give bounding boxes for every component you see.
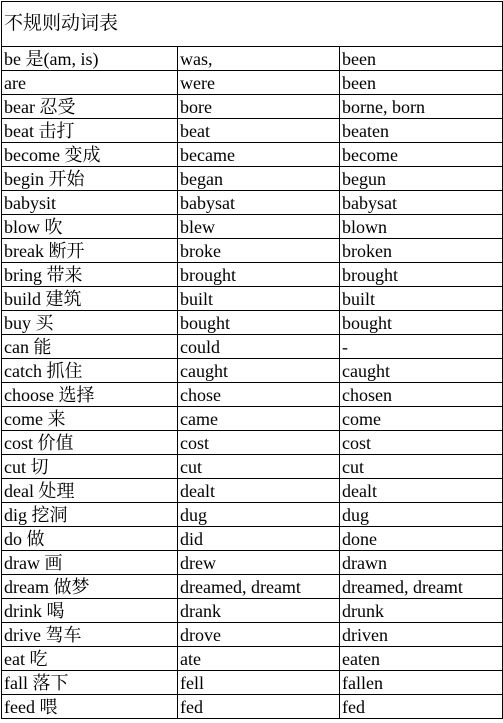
past-tense-cell: came — [178, 407, 340, 431]
base-form-cell: build 建筑 — [2, 287, 178, 311]
past-participle-cell: brought — [340, 263, 503, 287]
base-form-cell: break 断开 — [2, 239, 178, 263]
past-participle-cell: drunk — [340, 599, 503, 623]
base-form-cell: deal 处理 — [2, 479, 178, 503]
past-tense-cell: fell — [178, 671, 340, 695]
past-participle-cell: begun — [340, 167, 503, 191]
past-tense-cell: could — [178, 335, 340, 359]
past-participle-cell: become — [340, 143, 503, 167]
base-form-cell: choose 选择 — [2, 383, 178, 407]
past-tense-cell: drove — [178, 623, 340, 647]
table-row — [2, 335, 503, 359]
past-participle-cell: beaten — [340, 119, 503, 143]
past-participle-cell: cost — [340, 431, 503, 455]
table-row — [2, 239, 503, 263]
table-row — [2, 167, 503, 191]
base-form-cell: do 做 — [2, 527, 178, 551]
past-participle-cell: drawn — [340, 551, 503, 575]
base-form-cell: can 能 — [2, 335, 178, 359]
table-row — [2, 671, 503, 695]
past-tense-cell: bore — [178, 95, 340, 119]
past-tense-cell: ate — [178, 647, 340, 671]
past-tense-cell: drank — [178, 599, 340, 623]
table-row — [2, 191, 503, 215]
table-row — [2, 575, 503, 599]
past-tense-cell: were — [178, 71, 340, 95]
base-form-cell: eat 吃 — [2, 647, 178, 671]
past-participle-cell: fed — [340, 695, 503, 719]
past-tense-cell: beat — [178, 119, 340, 143]
past-participle-cell: cut — [340, 455, 503, 479]
past-tense-cell: bought — [178, 311, 340, 335]
table-row — [2, 527, 503, 551]
base-form-cell: beat 击打 — [2, 119, 178, 143]
base-form-cell: buy 买 — [2, 311, 178, 335]
past-participle-cell: been — [340, 47, 503, 71]
past-participle-cell: caught — [340, 359, 503, 383]
past-tense-cell: became — [178, 143, 340, 167]
past-tense-cell: cost — [178, 431, 340, 455]
table-row — [2, 95, 503, 119]
past-participle-cell: chosen — [340, 383, 503, 407]
past-participle-cell: - — [340, 335, 503, 359]
past-tense-cell: built — [178, 287, 340, 311]
table-row — [2, 503, 503, 527]
past-tense-cell: caught — [178, 359, 340, 383]
past-participle-cell: dug — [340, 503, 503, 527]
table-row — [2, 287, 503, 311]
base-form-cell: catch 抓住 — [2, 359, 178, 383]
table-row — [2, 143, 503, 167]
base-form-cell: are — [2, 71, 178, 95]
table-row — [2, 431, 503, 455]
base-form-cell: dig 挖洞 — [2, 503, 178, 527]
past-participle-cell: broken — [340, 239, 503, 263]
past-tense-cell: babysat — [178, 191, 340, 215]
verb-table-body — [2, 2, 503, 719]
base-form-cell: come 来 — [2, 407, 178, 431]
base-form-cell: drink 喝 — [2, 599, 178, 623]
past-tense-cell: cut — [178, 455, 340, 479]
past-participle-cell: babysat — [340, 191, 503, 215]
base-form-cell: feed 喂 — [2, 695, 178, 719]
table-row — [2, 407, 503, 431]
past-participle-cell: driven — [340, 623, 503, 647]
table-row — [2, 359, 503, 383]
table-title: 不规则动词表 — [2, 2, 503, 47]
table-row — [2, 623, 503, 647]
table-row — [2, 71, 503, 95]
base-form-cell: fall 落下 — [2, 671, 178, 695]
base-form-cell: blow 吹 — [2, 215, 178, 239]
base-form-cell: begin 开始 — [2, 167, 178, 191]
base-form-cell: bear 忍受 — [2, 95, 178, 119]
past-tense-cell: broke — [178, 239, 340, 263]
past-tense-cell: was, — [178, 47, 340, 71]
past-tense-cell: dealt — [178, 479, 340, 503]
base-form-cell: be 是(am, is) — [2, 47, 178, 71]
table-row — [2, 551, 503, 575]
past-participle-cell: dealt — [340, 479, 503, 503]
past-tense-cell: began — [178, 167, 340, 191]
base-form-cell: cut 切 — [2, 455, 178, 479]
past-participle-cell: blown — [340, 215, 503, 239]
base-form-cell: draw 画 — [2, 551, 178, 575]
past-tense-cell: blew — [178, 215, 340, 239]
base-form-cell: babysit — [2, 191, 178, 215]
past-participle-cell: bought — [340, 311, 503, 335]
past-participle-cell: fallen — [340, 671, 503, 695]
past-tense-cell: brought — [178, 263, 340, 287]
table-row — [2, 647, 503, 671]
title-row — [2, 2, 503, 47]
base-form-cell: cost 价值 — [2, 431, 178, 455]
table-row — [2, 599, 503, 623]
table-row — [2, 119, 503, 143]
base-form-cell: bring 带来 — [2, 263, 178, 287]
irregular-verb-table — [1, 1, 503, 719]
table-row — [2, 263, 503, 287]
past-participle-cell: come — [340, 407, 503, 431]
table-row — [2, 47, 503, 71]
table-row — [2, 479, 503, 503]
past-tense-cell: drew — [178, 551, 340, 575]
base-form-cell: dream 做梦 — [2, 575, 178, 599]
past-tense-cell: did — [178, 527, 340, 551]
past-tense-cell: dug — [178, 503, 340, 527]
past-participle-cell: built — [340, 287, 503, 311]
past-tense-cell: chose — [178, 383, 340, 407]
past-participle-cell: been — [340, 71, 503, 95]
past-participle-cell: eaten — [340, 647, 503, 671]
table-row — [2, 311, 503, 335]
base-form-cell: drive 驾车 — [2, 623, 178, 647]
past-participle-cell: borne, born — [340, 95, 503, 119]
past-participle-cell: done — [340, 527, 503, 551]
base-form-cell: become 变成 — [2, 143, 178, 167]
table-row — [2, 215, 503, 239]
table-row — [2, 383, 503, 407]
past-tense-cell: fed — [178, 695, 340, 719]
past-tense-cell: dreamed, dreamt — [178, 575, 340, 599]
table-row — [2, 695, 503, 719]
past-participle-cell: dreamed, dreamt — [340, 575, 503, 599]
table-row — [2, 455, 503, 479]
